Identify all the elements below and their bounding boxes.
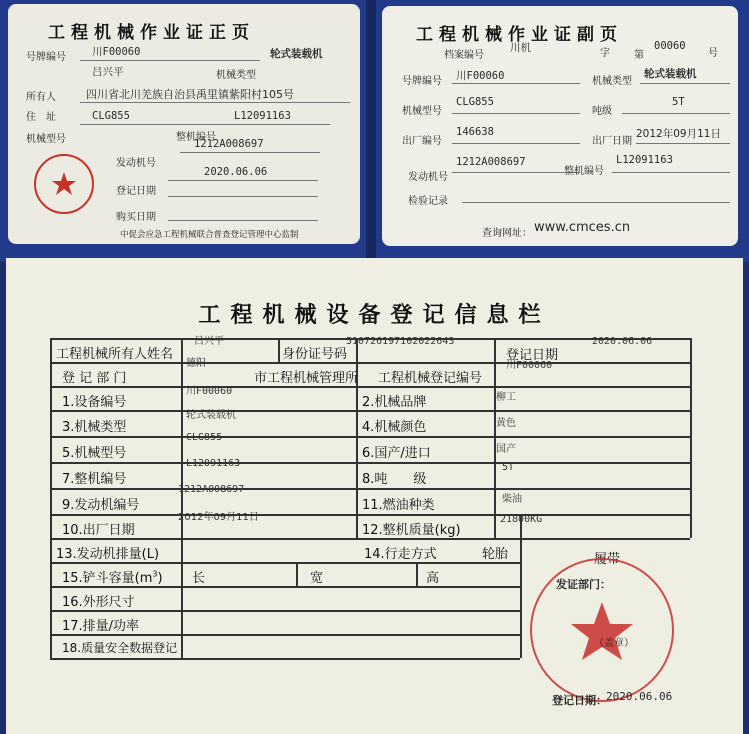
grid-line — [50, 658, 520, 660]
row2-right-value: 黄色 — [496, 418, 516, 429]
front-reg-date-value: 2020.06.06 — [204, 166, 268, 178]
back-website-value[interactable]: www.cmces.cn — [534, 220, 631, 235]
front-buy-date-label: 购买日期 — [116, 212, 156, 223]
booklet-spine — [366, 0, 376, 262]
bucket-label — [62, 567, 163, 586]
regno-label: 工程机械登记编号 — [378, 371, 483, 386]
dept-label: 登 记 部 门 — [62, 371, 127, 386]
row5-right-value: 柴油 — [502, 494, 522, 505]
grid-line — [50, 586, 520, 588]
grid-line — [278, 338, 280, 362]
back-factory-no-label: 出厂编号 — [402, 136, 442, 147]
grid-line — [50, 338, 52, 658]
back-website-label: 查询网址： — [482, 228, 532, 239]
back-tonnage-value: 5T — [672, 96, 685, 108]
divider — [452, 172, 580, 173]
owner-name-label: 工程机械所有人姓名 — [56, 347, 174, 362]
grid-line — [181, 338, 183, 658]
divider — [452, 83, 580, 84]
front-page-card — [8, 4, 360, 244]
back-archive-num-prefix: 第 — [634, 50, 644, 61]
back-page-card — [382, 6, 738, 246]
reg-date-value: 2020.06.06 — [592, 336, 653, 347]
front-engine-label: 发动机号 — [116, 158, 156, 169]
row1-right-value: 柳工 — [496, 392, 516, 403]
id-number-label: 身份证号码 — [282, 347, 348, 362]
front-page-title: 工程机械作业证正页 — [48, 23, 255, 43]
row6-right-label: 12.整机质量(kg) — [362, 523, 461, 538]
back-machine-type-label: 机械类型 — [592, 76, 632, 87]
grid-line — [50, 610, 520, 612]
back-archive-char: 字 — [600, 48, 610, 59]
grid-line — [50, 562, 520, 564]
divider — [452, 113, 580, 114]
star-icon — [36, 156, 92, 212]
dept-office-value: 市工程机械管理所 — [254, 371, 359, 386]
back-plate-label: 号牌编号 — [402, 76, 442, 87]
row4-left-label: 7.整机编号 — [62, 472, 127, 487]
seal-label: （盖章） — [594, 638, 634, 649]
issuer-label: 发证部门： — [556, 578, 611, 591]
grid-line — [50, 462, 690, 464]
back-model-value: CLG855 — [456, 96, 494, 108]
registration-title: 工程机械设备登记信息栏 — [198, 303, 551, 328]
row5-left-value: 1212A008697 — [178, 484, 245, 495]
divider — [636, 143, 730, 144]
front-owner-value: 吕兴平 — [92, 66, 124, 78]
grid-line — [50, 386, 690, 388]
row2-right-label: 4.机械颜色 — [362, 420, 427, 435]
registration-sheet — [6, 258, 743, 734]
certificate-booklet — [0, 0, 749, 262]
front-serial-value: L12091163 — [234, 110, 291, 122]
id-number-value: 510726197102022643 — [346, 336, 455, 347]
front-serial-label: 整机编号 — [176, 132, 216, 143]
front-engine-value: 1212A008697 — [194, 138, 264, 150]
divider — [80, 124, 330, 125]
front-model-label: 机械型号 — [26, 134, 66, 145]
travel-option-track: 履带 — [594, 552, 621, 567]
divider — [168, 196, 318, 197]
row6-left-label: 10.出厂日期 — [62, 523, 135, 538]
front-machine-type-label: 机械类型 — [216, 70, 256, 81]
grid-line — [50, 488, 690, 490]
row3-right-value: 国产 — [496, 444, 516, 455]
back-factory-date-label: 出厂日期 — [592, 136, 632, 147]
divider — [622, 113, 730, 114]
back-machine-type-value: 轮式装载机 — [644, 68, 697, 80]
grid-line — [50, 538, 690, 540]
back-plate-value: 川F00060 — [456, 70, 505, 82]
back-archive-num-suffix: 号 — [708, 48, 718, 59]
grid-line — [416, 562, 418, 586]
front-plate-label: 号牌编号 — [26, 52, 66, 63]
divider — [452, 143, 580, 144]
row4-right-value: 5T — [502, 462, 515, 473]
grid-line — [494, 338, 496, 538]
grid-line — [50, 410, 690, 412]
divider — [462, 202, 730, 203]
bucket-label-close: ) — [157, 571, 163, 586]
back-factory-date-value: 2012年09月11日 — [636, 128, 721, 140]
dim-height-label: 高 — [426, 571, 440, 586]
dim-width-label: 宽 — [310, 571, 324, 586]
front-address-value: 四川省北川羌族自治县禹里镇紫阳村105号 — [86, 88, 294, 101]
travel-label: 14.行走方式 — [364, 547, 437, 562]
divider — [80, 102, 350, 103]
owner-name-value: 吕兴平 — [194, 336, 224, 347]
issue-date-label: 登记日期： — [552, 694, 607, 707]
front-plate-value: 川F00060 — [92, 46, 141, 58]
back-serial-label: 整机编号 — [564, 166, 604, 177]
grid-line — [50, 514, 690, 516]
back-tonnage-label: 吨级 — [592, 106, 612, 117]
bucket-label-sup: 3 — [152, 569, 158, 579]
back-archive-num: 00060 — [654, 40, 686, 52]
row6-left-value: 2012年09月11日 — [178, 512, 259, 523]
divider — [168, 220, 318, 221]
row4-left-value: L12091163 — [186, 458, 241, 469]
divider — [168, 180, 318, 181]
official-seal — [34, 154, 94, 214]
back-engine-label: 发动机号 — [408, 172, 448, 183]
row3-right-label: 6.国产/进口 — [362, 446, 431, 461]
dept-city-value: 德阳 — [186, 358, 206, 369]
back-factory-no-value: 146638 — [456, 126, 494, 138]
divider — [80, 60, 260, 61]
front-address-label: 住 址 — [26, 112, 56, 123]
front-owner-label: 所有人 — [26, 92, 56, 103]
quality-label: 18.质量安全数据登记 — [62, 641, 178, 655]
reg-date-label: 登记日期 — [506, 348, 559, 363]
issue-date-value: 2020.06.06 — [606, 690, 673, 703]
row6-right-value: 21800KG — [500, 514, 543, 525]
row1-left-label: 1.设备编号 — [62, 395, 127, 410]
power-label: 17.排量/功率 — [62, 619, 140, 634]
row5-left-label: 9.发动机编号 — [62, 498, 140, 513]
front-model-value: CLG855 — [92, 110, 130, 122]
row2-left-label: 3.机械类型 — [62, 420, 127, 435]
divider — [612, 172, 730, 173]
displacement-label: 13.发动机排量(L) — [56, 547, 160, 562]
row3-left-value: CLG855 — [186, 432, 223, 443]
row1-right-label: 2.机械品牌 — [362, 395, 427, 410]
row5-right-label: 11.燃油种类 — [362, 498, 435, 513]
grid-line — [520, 538, 522, 658]
front-footer: 中促会应急工程机械联合普查登记管理中心监制 — [120, 230, 299, 240]
grid-line — [690, 338, 692, 538]
front-machine-type-value: 轮式装载机 — [270, 48, 323, 60]
grid-line — [50, 436, 690, 438]
row4-right-label: 8.吨 级 — [362, 472, 427, 487]
back-archive-label: 档案编号 — [444, 50, 484, 61]
back-archive-value: 川机 — [510, 42, 531, 54]
grid-line — [296, 562, 298, 586]
row2-left-value: 轮式装载机 — [186, 410, 236, 421]
dimensions-label: 16.外形尺寸 — [62, 595, 135, 610]
travel-option-tire: 轮胎 — [482, 547, 509, 562]
back-inspection-label: 检验记录 — [408, 196, 448, 207]
grid-line — [50, 634, 520, 636]
bucket-label-text: 15.铲斗容量(m — [62, 571, 153, 586]
grid-line — [50, 362, 690, 364]
back-model-label: 机械型号 — [402, 106, 442, 117]
dim-length-label: 长 — [192, 571, 206, 586]
regno-value: 川F00060 — [506, 360, 553, 371]
divider — [180, 152, 320, 153]
front-reg-date-label: 登记日期 — [116, 186, 156, 197]
back-serial-value: L12091163 — [616, 154, 673, 166]
divider — [640, 83, 730, 84]
row1-left-value: 川F00060 — [186, 386, 233, 397]
back-page-title: 工程机械作业证副页 — [416, 25, 623, 45]
back-engine-value: 1212A008697 — [456, 156, 526, 168]
row3-left-label: 5.机械型号 — [62, 446, 127, 461]
